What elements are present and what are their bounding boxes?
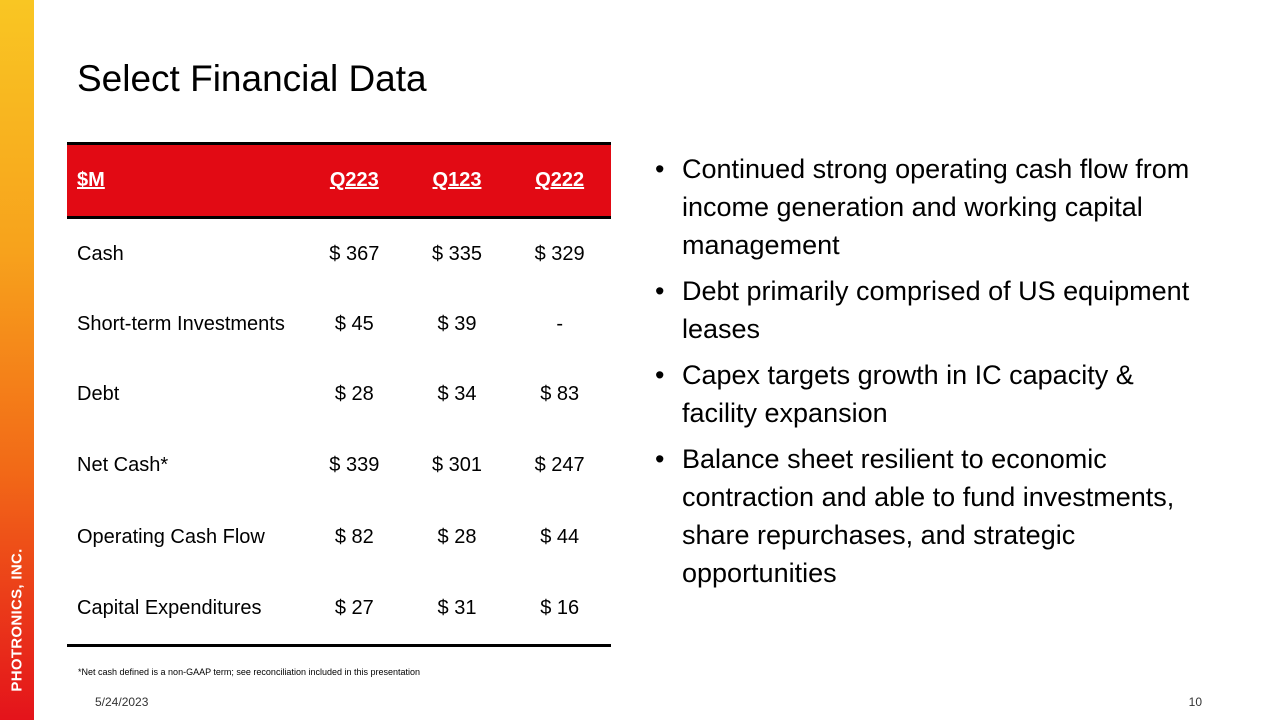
company-name-vertical — [0, 0, 34, 720]
header-unit: $M — [67, 144, 303, 218]
row-label: Net Cash* — [77, 454, 169, 476]
list-item — [655, 150, 1195, 264]
row-label: Debt — [77, 383, 120, 405]
cell-value: $ 39 — [437, 313, 477, 335]
header-q223: Q223 — [303, 144, 406, 218]
bullet-icon: • — [655, 360, 665, 390]
cell-value: $ 247 — [534, 454, 585, 476]
cell-value: $ 45 — [334, 313, 374, 335]
table-row-cash — [67, 218, 611, 290]
cell-value: $ 31 — [406, 574, 509, 646]
bullet-icon: • — [655, 444, 665, 474]
list-item — [655, 356, 1195, 432]
table-row-debt — [67, 360, 611, 430]
cell-value: $ 16 — [508, 574, 611, 646]
cell-value: - — [556, 313, 563, 335]
cell-value: $ 301 — [431, 454, 483, 476]
cell-value: $ 339 — [329, 454, 380, 476]
row-label: Capital Expenditures — [67, 574, 303, 646]
table-header-row — [67, 144, 611, 218]
table-row-net-cash — [67, 430, 611, 502]
bullet-text: Capex targets growth in IC capacity & facility expansion — [682, 360, 1134, 428]
cell-value: $ 28 — [437, 526, 477, 548]
bullet-text: Continued strong operating cash flow from income generation and working capital management — [682, 154, 1190, 260]
bullet-icon: • — [655, 154, 665, 184]
cell-value: $ 83 — [540, 383, 580, 405]
cell-value: $ 335 — [431, 242, 483, 265]
slide-title: Select Financial Data — [77, 58, 427, 99]
cell-value: $ 82 — [334, 526, 374, 548]
list-item — [655, 440, 1195, 592]
cell-value: $ 27 — [303, 574, 406, 646]
page-number: 10 — [1188, 695, 1202, 709]
cell-value: $ 34 — [437, 383, 477, 405]
row-label: Short-term Investments — [77, 313, 285, 335]
bullet-text: Debt primarily comprised of US equipment leases — [682, 276, 1190, 344]
table-row-capital-expenditures — [67, 574, 611, 646]
cell-value: $ 44 — [540, 526, 580, 548]
table-row-operating-cash-flow — [67, 502, 611, 574]
footnote: *Net cash defined is a non-GAAP term; see reconciliation included in this presentation — [78, 667, 421, 677]
header-q123: Q123 — [406, 144, 509, 218]
key-points-list — [655, 150, 1195, 600]
company-name-text: PHOTRONICS, INC. — [8, 548, 26, 692]
slide-date: 5/24/2023 — [95, 695, 149, 709]
financial-data-table — [67, 142, 611, 647]
bullet-icon: • — [655, 276, 665, 306]
table-row-short-term-investments — [67, 290, 611, 360]
list-item — [655, 272, 1195, 348]
cell-value: $ 367 — [329, 242, 380, 265]
header-q222: Q222 — [508, 144, 611, 218]
bullet-text: Balance sheet resilient to economic contraction and able to fund investments, share repurchases, and strategic opportunities — [682, 444, 1175, 588]
cell-value: $ 329 — [534, 242, 585, 265]
row-label: Cash — [77, 242, 124, 265]
row-label: Operating Cash Flow — [77, 526, 265, 548]
cell-value: $ 28 — [334, 383, 374, 405]
brand-side-bar — [0, 0, 34, 720]
